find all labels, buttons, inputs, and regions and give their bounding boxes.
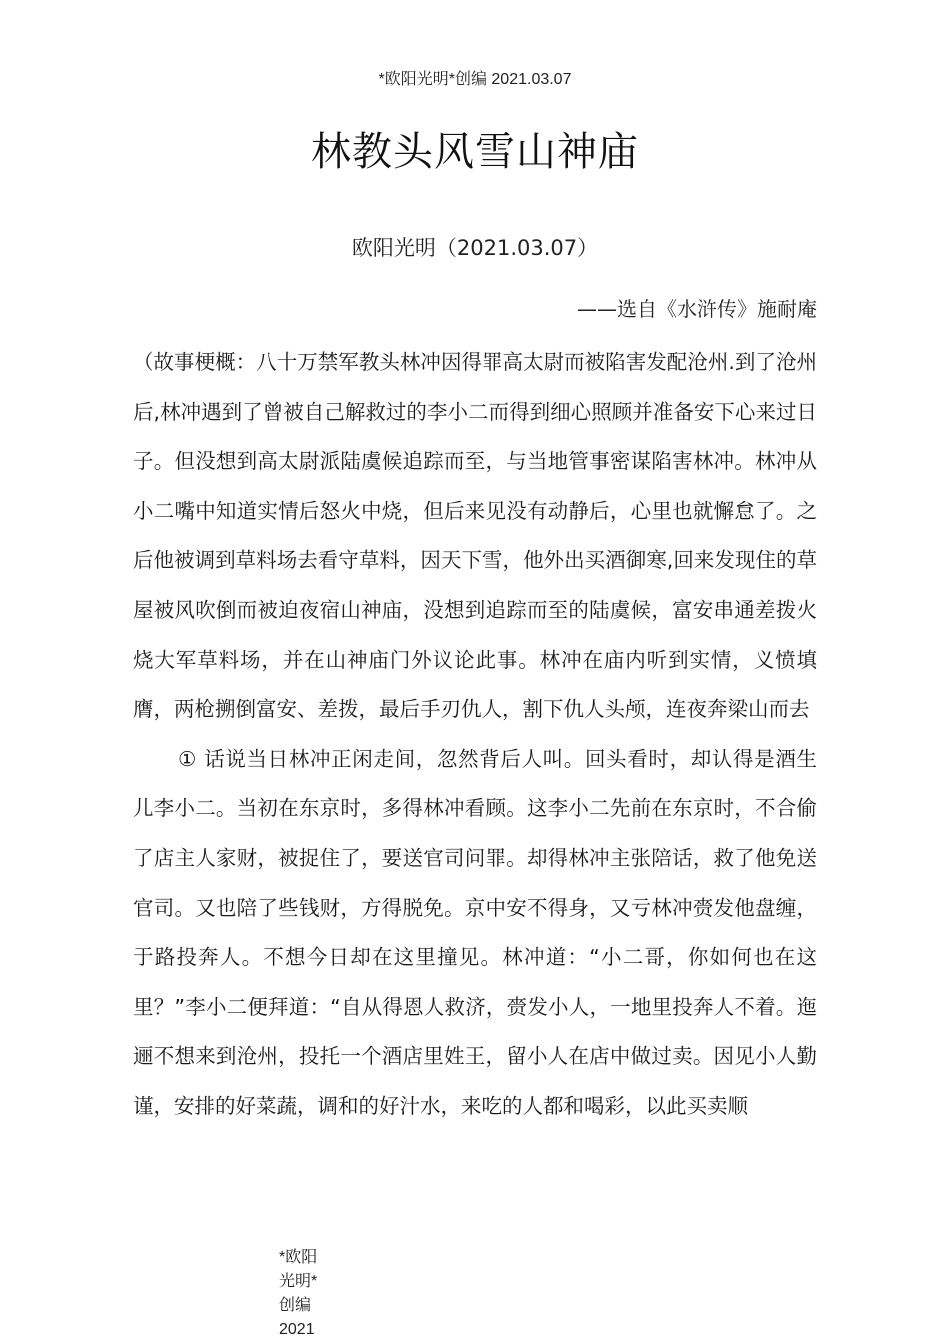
header-note: *欧阳光明*创编 2021.03.07 [378, 71, 572, 88]
footer-note: *欧阳光明*创编 2021 [279, 1249, 318, 1338]
source-attribution: ——选自《水浒传》施耐庵 [577, 297, 817, 321]
story-paragraph-1: ① 话说当日林冲正闲走间，忽然背后人叫。回头看时，却认得是酒生儿李小二。当初在东京时，多得林冲看顾。这李小二先前在东京时，不合偷了店主人家财，被捉住了，要送官司问罪。却得林冲主张陪话，救了他免送官司。又也陪了些钱财，方得脱免。京中安不得身，又亏林冲赍发他盘缠，于路投奔人。不想今日却在这里撞见。林冲道：“小二哥，你如何也在这里？”李小二便拜道：“自从得恩人救济，赍发小人，一地里投奔人不着。迤逦不想来到沧州，投托一个酒店里姓王，留小人在店中做过卖。因见小人勤谨，安排的好菜蔬，调和的好汁水，来吃的人都和喝彩，以此买卖顺 [133, 746, 817, 1118]
body-text [133, 338, 817, 1132]
document-title: 林教头风雪山神庙 [311, 129, 639, 175]
story-summary-paragraph: （故事梗概：八十万禁军教头林冲因得罪高太尉而被陷害发配沧州.到了沧州后,林冲遇到了曾被自己解救过的李小二而得到细心照顾并准备安下心来过日子。但没想到高太尉派陆虞候追踪而至，与当地管事密谋陷害林冲。林冲从小二嘴中知道实情后怒火中烧，但后来见没有动静后，心里也就懈怠了。之后他被调到草料场去看守草料，因天下雪，他外出买酒御寒,回来发现住的草屋被风吹倒而被迫夜宿山神庙，没想到追踪而至的陆虞候，富安串通差拨火烧大军草料场，并在山神庙门外议论此事。林冲在庙内听到实情，义愤填膺，两枪搠倒富安、差拨，最后手刃仇人，割下仇人头颅，连夜奔梁山而去 [133, 350, 817, 722]
author-line: 欧阳光明（2021.03.07） [351, 236, 599, 260]
